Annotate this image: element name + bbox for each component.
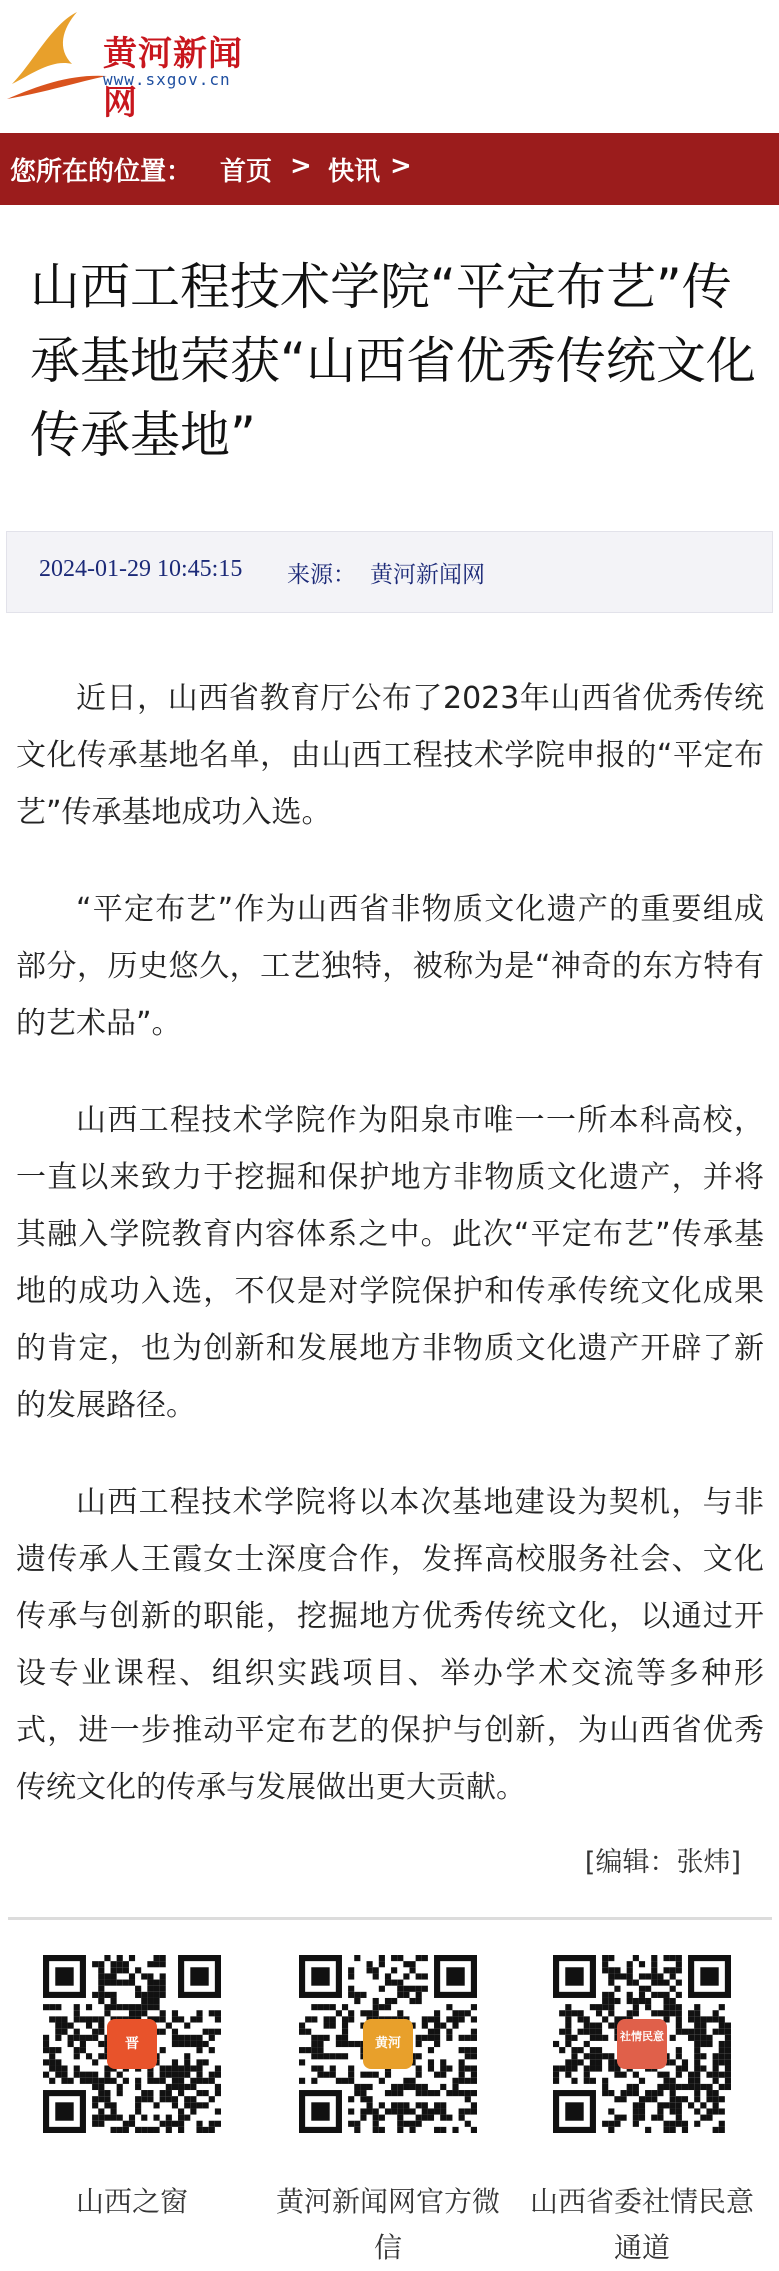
article-paragraph: 山西工程技术学院将以本次基地建设为契机，与非遗传承人王霞女士深度合作，发挥高校服务社会、文化传承与创新的职能，挖掘地方优秀传统文化，以通过开设专业课程、组织实践项目、举办学术交流等多种形式，进一步推动平定布艺的保护与创新，为山西省优秀传统文化的传承与发展做出更大贡献。 (16, 1485, 764, 1805)
qr-badge: 社情民意 (617, 2019, 667, 2069)
article-paragraph: “平定布艺”作为山西省非物质文化遗产的重要组成部分，历史悠久，工艺独特，被称为是“神奇的东方特有的艺术品”。 (16, 892, 764, 1041)
source-link[interactable]: 黄河新闻网 (370, 562, 485, 588)
breadcrumb-separator: > (290, 151, 312, 181)
breadcrumb-home-link[interactable]: 首页 (220, 157, 273, 187)
article-title: 山西工程技术学院“平定布艺”传承基地荣获“山西省优秀传统文化传承基地” (30, 258, 756, 464)
publish-date: 2024-01-29 10:45:15 (39, 556, 243, 582)
source-label: 来源： (287, 562, 356, 588)
divider (8, 1917, 772, 1920)
qr-caption: 山西之窗 (75, 2185, 188, 2218)
site-header (0, 0, 779, 128)
qr-code-icon (553, 1955, 731, 2133)
qr-caption: 山西省委社情民意通道 (529, 2185, 754, 2264)
article-paragraph: 近日，山西省教育厅公布了2023年山西省优秀传统文化传承基地名单，由山西工程技术学院申报的“平定布艺”传承基地成功入选。 (16, 681, 764, 830)
qr-badge: 黄河 (363, 2019, 413, 2069)
qr-code-icon (299, 1955, 477, 2133)
breadcrumb-current-link[interactable]: 快讯 (328, 157, 381, 187)
article-meta (6, 531, 773, 613)
site-logo[interactable] (0, 0, 250, 128)
article-body (16, 670, 764, 1856)
qr-item-shanxi-window[interactable] (12, 1955, 252, 2225)
logo-title: 黄河新闻网 (103, 34, 243, 123)
qr-badge: 晋 (107, 2019, 157, 2069)
logo-url: www.sxgov.cn (103, 70, 231, 89)
editor-credit: [编辑：张炜] (584, 1847, 741, 1878)
breadcrumb-separator: > (390, 151, 412, 181)
article-paragraph: 山西工程技术学院作为阳泉市唯一一所本科高校，一直以来致力于挖掘和保护地方非物质文化遗产，并将其融入学院教育内容体系之中。此次“平定布艺”传承基地的成功入选，不仅是对学院保护和传承传统文化成果的肯定，也为创新和发展地方非物质文化遗产开辟了新的发展路径。 (16, 1103, 764, 1423)
qr-item-official-wechat[interactable] (268, 1955, 508, 2271)
breadcrumb-label: 您所在的位置： (10, 157, 193, 187)
qr-code-icon (43, 1955, 221, 2133)
qr-caption: 黄河新闻网官方微信 (275, 2185, 500, 2264)
breadcrumb (0, 133, 779, 205)
logo-swoosh-icon (2, 4, 112, 114)
qr-item-public-opinion[interactable] (522, 1955, 762, 2271)
